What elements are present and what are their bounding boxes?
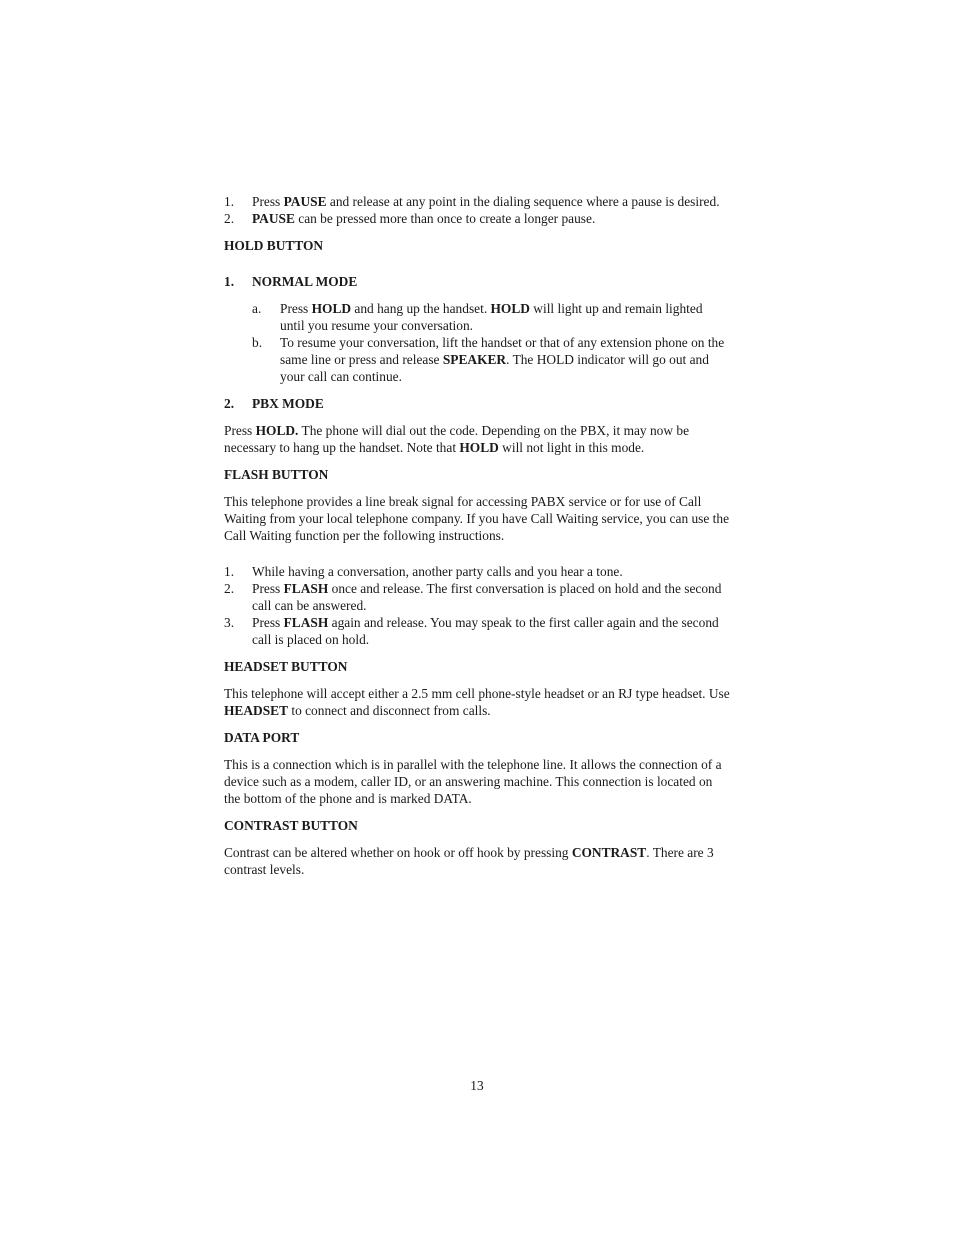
button-name: HEADSET bbox=[224, 703, 288, 718]
step-text: . The HOLD indicator will go out and your call can continue. bbox=[280, 352, 709, 384]
button-name: CONTRAST bbox=[571, 845, 647, 860]
button-name: PAUSE bbox=[283, 194, 327, 209]
button-name: PAUSE bbox=[252, 211, 295, 226]
hold-button-heading: HOLD BUTTON bbox=[224, 238, 324, 253]
flash-step-1 bbox=[224, 563, 730, 580]
flash-step-3 bbox=[224, 614, 730, 648]
paragraph-text: will not light in this mode. bbox=[498, 440, 645, 455]
pause-step-1 bbox=[224, 193, 730, 210]
manual-page-content bbox=[224, 193, 730, 888]
flash-step-2 bbox=[224, 580, 730, 614]
step-text: To resume your conversation, lift the handset or that of any extension phone on the same line or press and release bbox=[280, 335, 725, 367]
step-text: and hang up the handset. bbox=[351, 301, 491, 316]
heading-text: NORMAL MODE bbox=[252, 274, 358, 289]
contrast-paragraph bbox=[224, 844, 730, 878]
normal-mode-step-b bbox=[252, 334, 730, 385]
paragraph-text: Contrast can be altered whether on hook or off hook by pressing bbox=[224, 845, 572, 860]
paragraph-text: This telephone will accept either a 2.5 mm cell phone-style headset or an RJ type headset. Use bbox=[224, 686, 730, 701]
list-marker: 3. bbox=[224, 615, 235, 630]
step-text: again and release. You may speak to the first caller again and the second call is placed on hold. bbox=[252, 615, 719, 647]
paragraph-text: . There are 3 contrast levels. bbox=[224, 845, 714, 877]
pbx-mode-heading bbox=[224, 395, 730, 412]
step-text: can be pressed more than once to create a longer pause. bbox=[294, 211, 596, 226]
contrast-button-heading: CONTRAST BUTTON bbox=[224, 818, 358, 833]
paragraph-text: to connect and disconnect from calls. bbox=[288, 703, 491, 718]
button-name: FLASH bbox=[283, 581, 329, 596]
normal-mode-steps bbox=[252, 300, 730, 385]
list-marker: a. bbox=[252, 301, 262, 316]
headset-button-heading: HEADSET BUTTON bbox=[224, 659, 348, 674]
flash-steps-list bbox=[224, 563, 730, 648]
page-number: 13 bbox=[470, 1078, 484, 1093]
normal-mode-step-a bbox=[252, 300, 730, 334]
heading-text: PBX MODE bbox=[252, 396, 324, 411]
list-marker: 1. bbox=[224, 564, 235, 579]
step-text: once and release. The first conversation is placed on hold and the second call can be answered. bbox=[252, 581, 722, 613]
button-name: HOLD. bbox=[255, 423, 299, 438]
list-marker: 1. bbox=[224, 274, 235, 289]
button-name: SPEAKER bbox=[442, 352, 507, 367]
step-text: Press bbox=[280, 301, 312, 316]
list-marker: 2. bbox=[224, 396, 235, 411]
flash-intro-paragraph: This telephone provides a line break signal for accessing PABX service or for use of Call Waiting from your local telephone company. If you have Call Waiting service, you can use the Call Waiting function per the following instructions. bbox=[224, 494, 730, 543]
button-name: FLASH bbox=[283, 615, 329, 630]
step-text: Press bbox=[252, 581, 284, 596]
paragraph-text: Press bbox=[224, 423, 256, 438]
step-text: and release at any point in the dialing sequence where a pause is desired. bbox=[326, 194, 720, 209]
normal-mode-heading bbox=[224, 273, 730, 290]
paragraph-text: The phone will dial out the code. Depending on the PBX, it may now be necessary to hang up the handset. Note that bbox=[224, 423, 690, 455]
list-marker: 2. bbox=[224, 211, 235, 226]
pause-steps-list bbox=[224, 193, 730, 227]
list-marker: b. bbox=[252, 335, 263, 350]
data-port-paragraph: This is a connection which is in parallel with the telephone line. It allows the connection of a device such as a modem, caller ID, or an answering machine. This connection is located on the bottom of the phone and is marked DATA. bbox=[224, 757, 722, 806]
pbx-mode-paragraph bbox=[224, 422, 730, 456]
data-port-heading: DATA PORT bbox=[224, 730, 300, 745]
step-text: Press bbox=[252, 615, 284, 630]
button-name: HOLD bbox=[490, 301, 530, 316]
button-name: HOLD bbox=[459, 440, 499, 455]
list-marker: 1. bbox=[224, 194, 235, 209]
step-text: will light up and remain lighted until you resume your conversation. bbox=[280, 301, 703, 333]
flash-button-heading: FLASH BUTTON bbox=[224, 467, 329, 482]
pause-step-2 bbox=[224, 210, 730, 227]
headset-paragraph bbox=[224, 685, 730, 719]
step-text: Press bbox=[252, 194, 284, 209]
step-text: While having a conversation, another party calls and you hear a tone. bbox=[252, 564, 623, 579]
button-name: HOLD bbox=[311, 301, 352, 316]
list-marker: 2. bbox=[224, 581, 235, 596]
